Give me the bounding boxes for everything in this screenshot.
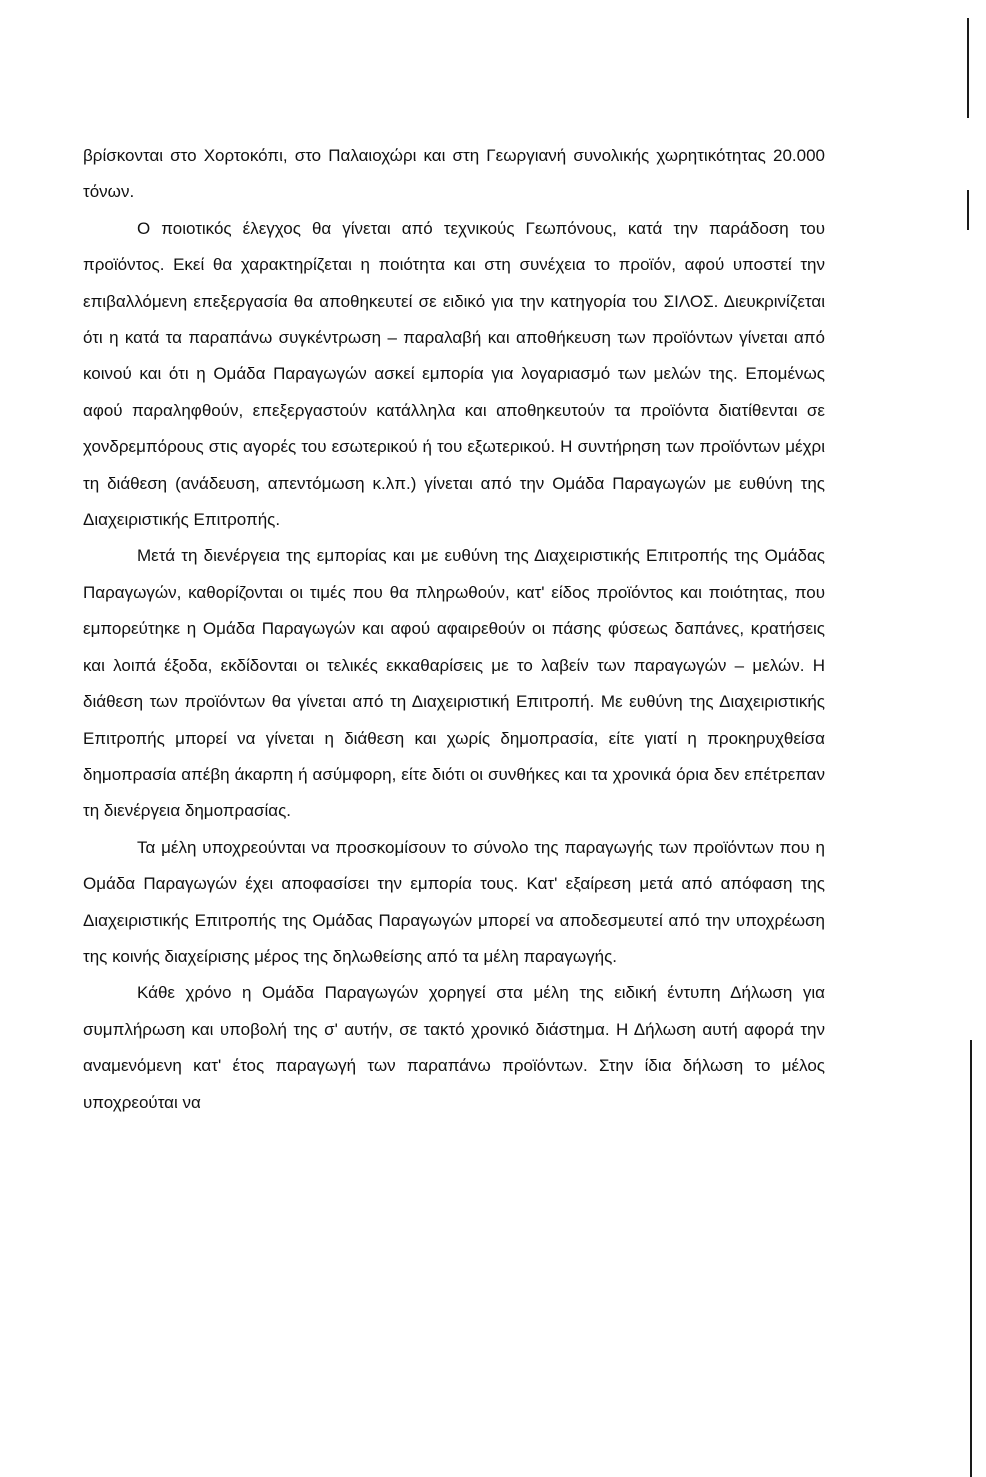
paragraph: Κάθε χρόνο η Ομάδα Παραγωγών χορηγεί στα μέλη της ειδική έντυπη Δήλωση για συμπλήρωση και υποβολή της σ' αυτήν, σε τακτό χρονικό διάστημα. Η Δήλωση αυτή αφορά την αναμενόμενη κατ' έτος παραγωγή των παραπάνω προϊόντων. Στην ίδια δήλωση το μέλος υποχρεούται να <box>83 983 825 1112</box>
scan-edge-mark <box>967 18 969 118</box>
scan-edge-mark <box>967 190 969 230</box>
paragraph: Ο ποιοτικός έλεγχος θα γίνεται από τεχνικούς Γεωπόνους, κατά την παράδοση του προϊόντος. Εκεί θα χαρακτηρίζεται η ποιότητα και στη συνέχεια το προϊόν, αφού υποστεί την επιβαλλόμενη επεξεργασία θα αποθηκευτεί σε ειδικό για την κατηγορία του ΣΙΛΟΣ. Διευκρινίζεται ότι η κατά τα παραπάνω συγκέντρωση – παραλαβή και αποθήκευση των προϊόντων γίνεται από κοινού και ότι η Ομάδα Παραγωγών ασκεί εμπορία για λογαριασμό των μελών της. Επομένως αφού παραληφθούν, επεξεργαστούν κατάλληλα και αποθηκευτούν τα προϊόντα διατίθενται σε χονδρεμπόρους στις αγορές του εσωτερικού ή του εξωτερικού. Η συντήρηση των προϊόντων μέχρι τη διάθεση (ανάδευση, απεντόμωση κ.λπ.) γίνεται από την Ομάδα Παραγωγών με ευθύνη της Διαχειριστικής Επιτροπής. <box>83 218 825 530</box>
document-body <box>83 138 825 1121</box>
paragraph: Μετά τη διενέργεια της εμπορίας και με ευθύνη της Διαχειριστικής Επιτροπής της Ομάδας Παραγωγών, καθορίζονται οι τιμές που θα πληρωθούν, κατ' είδος προϊόντος και ποιότητας, που εμπορεύτηκε η Ομάδα Παραγωγών και αφού αφαιρεθούν οι πάσης φύσεως δαπάνες, κρατήσεις και λοιπά έξοδα, εκδίδονται οι τελικές εκκαθαρίσεις με το λαβείν των παραγωγών – μελών. Η διάθεση των προϊόντων θα γίνεται από τη Διαχειριστική Επιτροπή. Με ευθύνη της Διαχειριστικής Επιτροπής μπορεί να γίνεται η διάθεση και χωρίς δημοπρασία, είτε γιατί η προκηρυχθείσα δημοπρασία απέβη άκαρπη ή ασύμφορη, είτε διότι οι συνθήκες και τα χρονικά όρια δεν επέτρεπαν τη διενέργεια δημοπρασίας. <box>83 546 825 821</box>
scan-edge-mark <box>970 1040 972 1477</box>
paragraph: βρίσκονται στο Χορτοκόπι, στο Παλαιοχώρι και στη Γεωργιανή συνολικής χωρητικότητας 20.000 τόνων. <box>83 146 825 202</box>
paragraph: Τα μέλη υποχρεούνται να προσκομίσουν το σύνολο της παραγωγής των προϊόντων που η Ομάδα Παραγωγών έχει αποφασίσει την εμπορία τους. Κατ' εξαίρεση μετά από απόφαση της Διαχειριστικής Επιτροπής της Ομάδας Παραγωγών μπορεί να αποδεσμευτεί από την υποχρέωση της κοινής διαχείρισης μέρος της δηλωθείσης από τα μέλη παραγωγής. <box>83 837 825 966</box>
